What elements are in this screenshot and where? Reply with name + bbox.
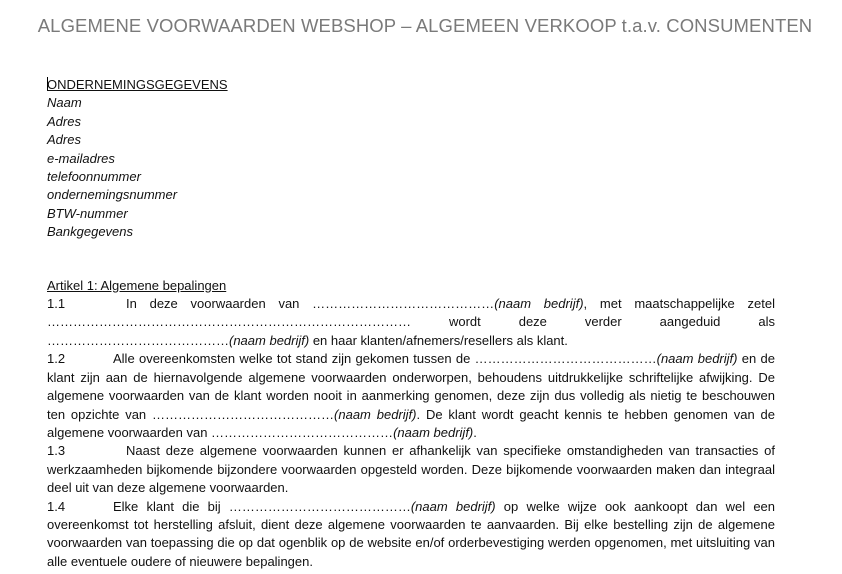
- placeholder-company-name: (naam bedrijf): [334, 406, 417, 422]
- paragraph-number: 1.4: [47, 498, 66, 514]
- placeholder-company-name: (naam bedrijf): [494, 296, 584, 312]
- company-field-bank: Bankgegevens: [47, 224, 134, 240]
- company-field-vat: BTW-nummer: [47, 205, 128, 221]
- paragraph-text: en de klant zijn aan de hiernavolgende algemene voorwaarden onderworpen, behoudens uitdrukkelijke schriftelijke afwijking. De algemene voorwaarden van de klant worden nooit in aanmerking genomen, deze zijn dus volledig als nietig te beschouwen ten opzichte van ……………………………………: [47, 351, 775, 422]
- paragraph-number: 1.1: [47, 296, 66, 312]
- company-section: [47, 76, 775, 242]
- company-field-address-1: Adres: [47, 113, 81, 129]
- document-title: ALGEMENE VOORWAARDEN WEBSHOP – ALGEMEEN VERKOOP t.a.v. CONSUMENTEN: [37, 15, 813, 36]
- company-field-phone: telefoonnummer: [47, 169, 141, 185]
- paragraph-1-3: [47, 442, 775, 497]
- paragraph-text: In deze voorwaarden van ……………………………………: [126, 296, 495, 312]
- document-body: [47, 76, 775, 571]
- company-field-name: Naam: [47, 95, 82, 111]
- paragraph-text: Elke klant die bij ……………………………………: [113, 498, 411, 514]
- company-field-email: e-mailadres: [47, 150, 115, 166]
- paragraph-number: 1.2: [47, 351, 66, 367]
- paragraph-1-4: [47, 498, 775, 572]
- paragraph-text: Naast deze algemene voorwaarden kunnen er afhankelijk van specifieke omstandigheden van transacties of werkzaamheden bijkomende bijzondere voorwaarden opgesteld worden. Deze bijkomende voorwaarden maken dan integraal deel uit van deze algemene voorwaarden.: [47, 443, 775, 496]
- placeholder-company-name: (naam bedrijf): [656, 351, 738, 367]
- spacer: [47, 242, 775, 277]
- paragraph-text: . De klant wordt geacht kennis te hebben genomen van de algemene voorwaarden van ……………………………………: [47, 406, 775, 440]
- company-field-company-number: ondernemingsnummer: [47, 187, 178, 203]
- paragraph-1-1: [47, 295, 775, 350]
- company-heading: [47, 76, 775, 94]
- paragraph-number: 1.3: [47, 443, 66, 459]
- placeholder-company-name: (naam bedrijf): [393, 424, 474, 440]
- paragraph-text: en haar klanten/afnemers/resellers als klant.: [309, 332, 568, 348]
- paragraph-text: op welke wijze ook aankoopt dan wel een overeenkomst tot herstelling afsluit, dient deze algemene voorwaarden te aanvaarden. Bij elke bestelling zijn de algemene voorwaarden van toepassing die op dat ogenblik op de website en/of orderbevestiging werden opgenomen, met uitsluiting van alle eventuele oudere of nieuwere bepalingen.: [47, 498, 776, 569]
- paragraph-text: , met maatschappelijke zetel ………………………………………………………………………… wordt deze verder aangeduid als ……………………………………: [47, 296, 775, 348]
- company-field-address-2: Adres: [47, 132, 81, 148]
- placeholder-company-name: (naam bedrijf): [229, 332, 310, 348]
- placeholder-company-name: (naam bedrijf): [410, 498, 496, 514]
- article-1-heading-text: Artikel 1: Algemene bepalingen: [47, 277, 227, 293]
- paragraph-text: Alle overeenkomsten welke tot stand zijn gekomen tussen de ……………………………………: [113, 351, 657, 367]
- article-1-heading: [47, 277, 775, 295]
- company-heading-text: ONDERNEMINGSGEGEVENS: [47, 77, 228, 92]
- paragraph-1-2: [47, 350, 775, 442]
- paragraph-text: .: [473, 424, 477, 440]
